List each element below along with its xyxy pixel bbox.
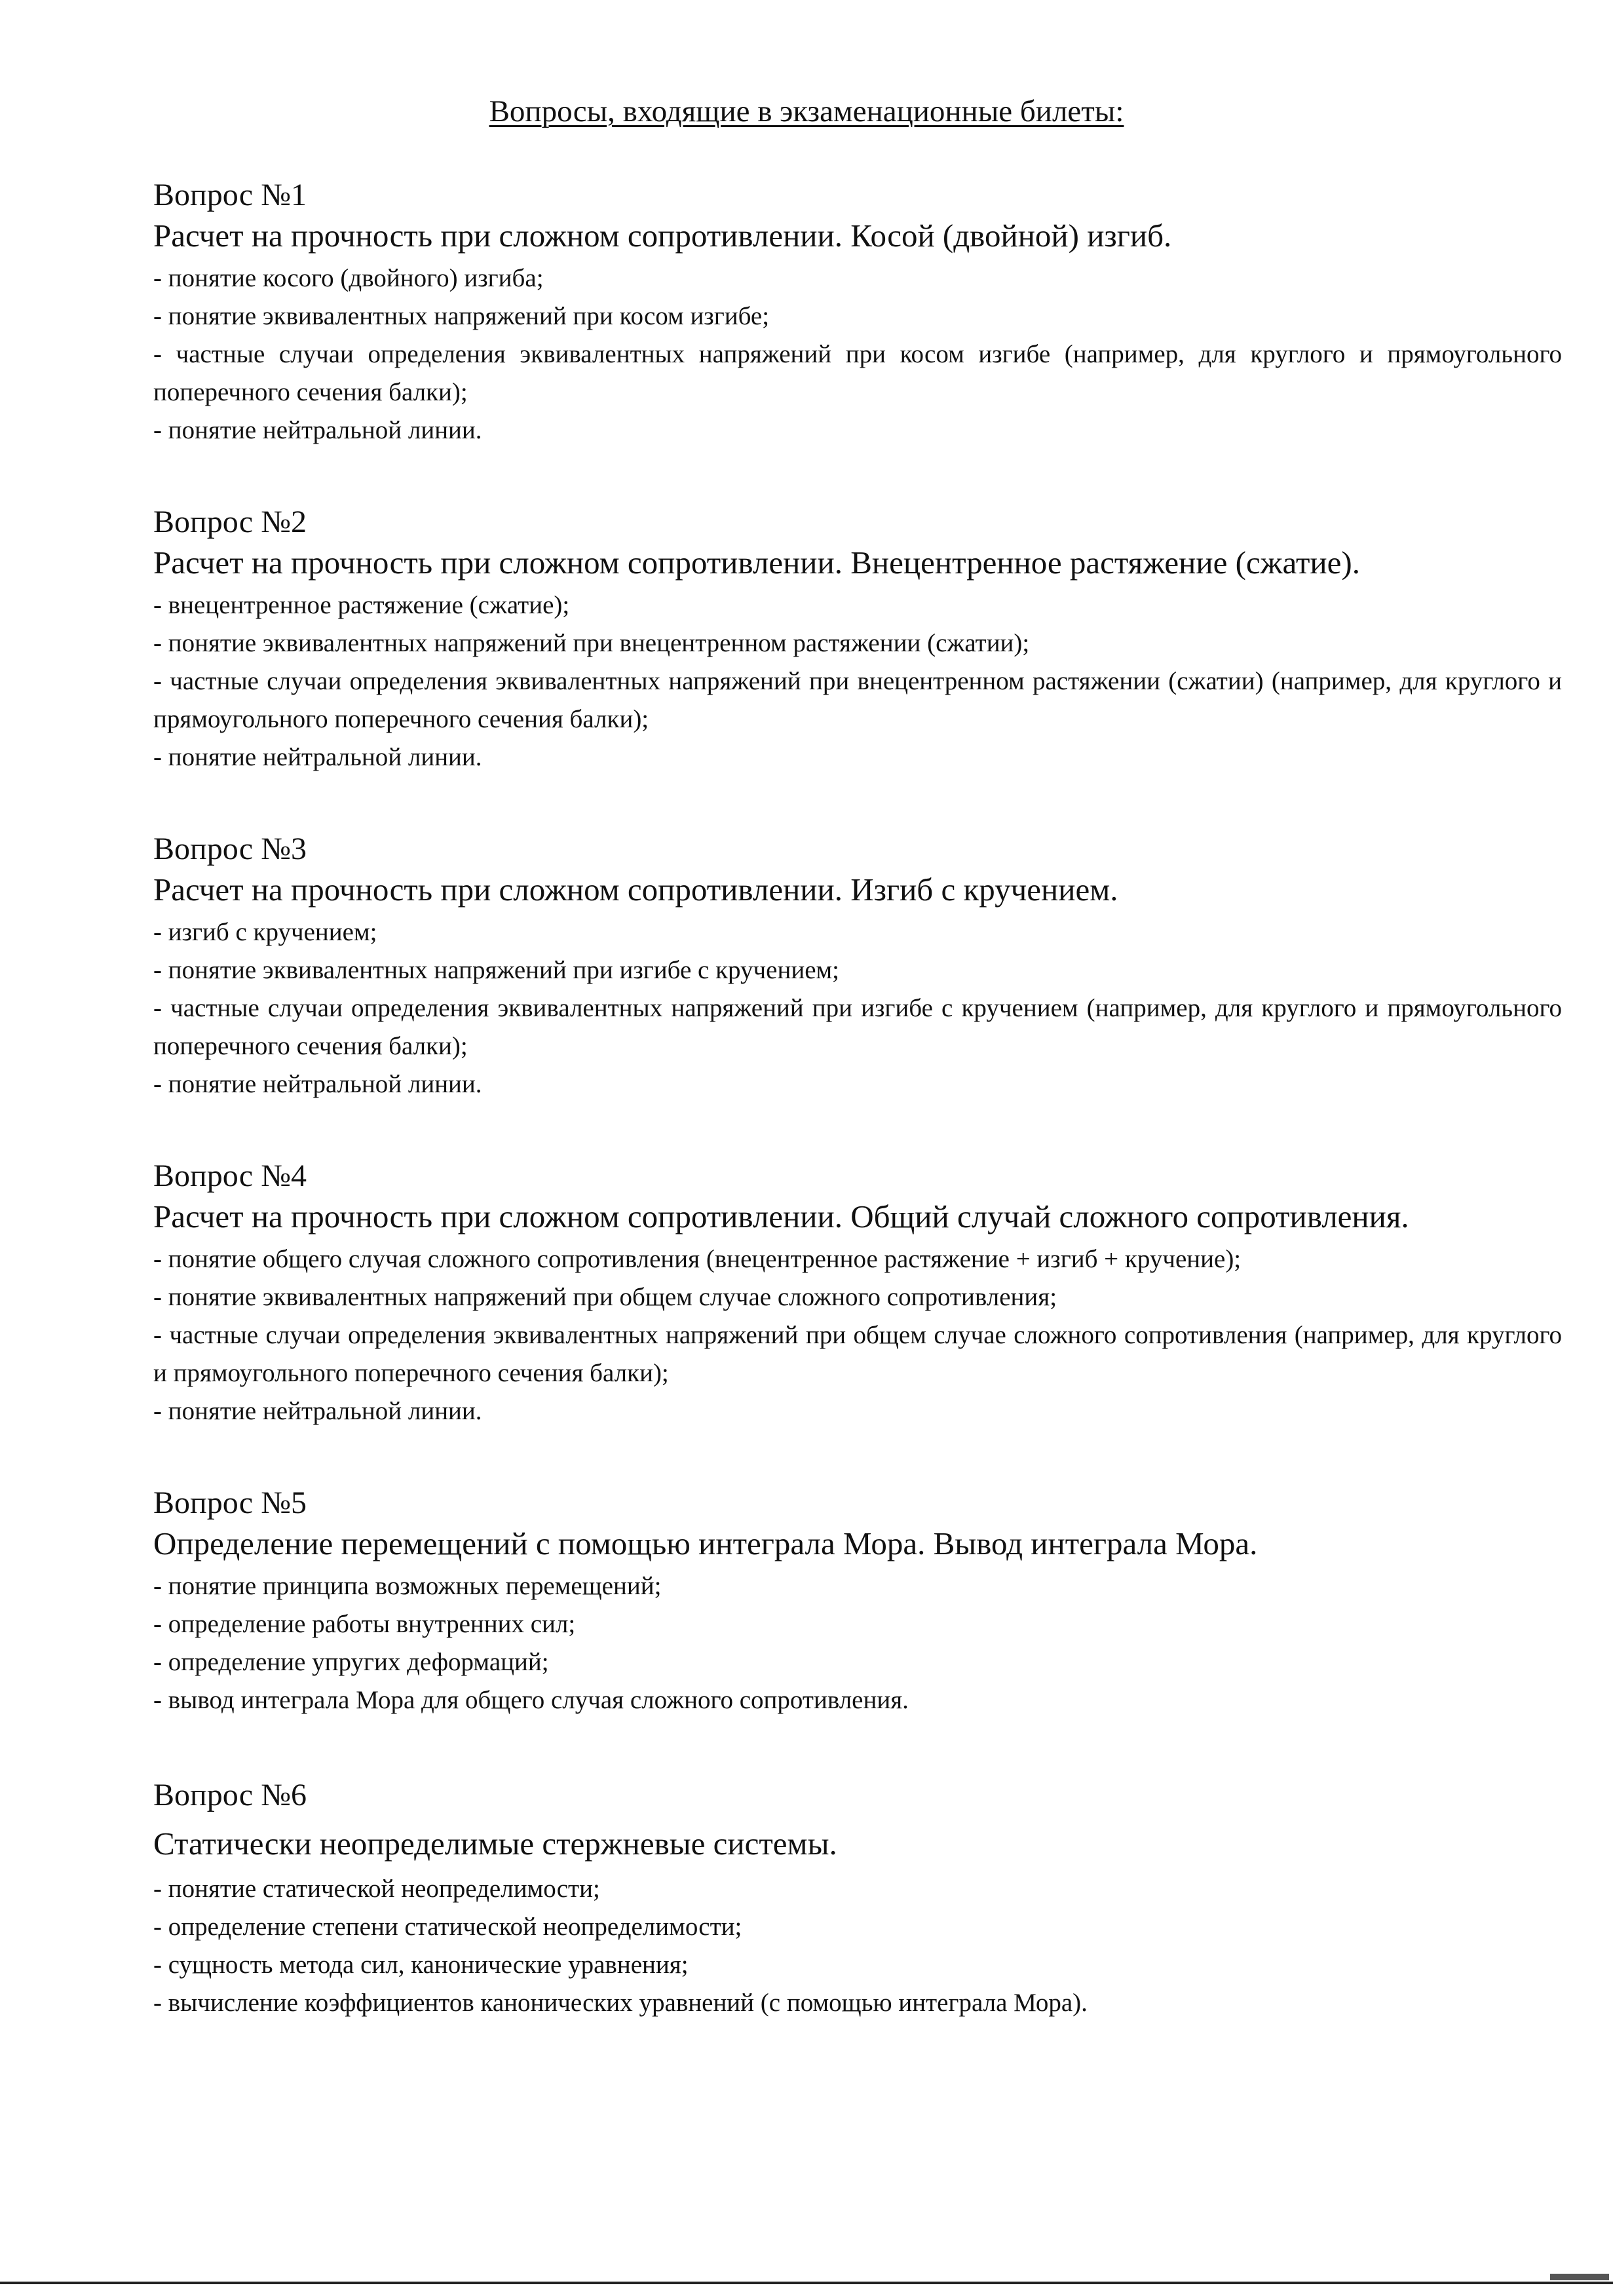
question-topic: Расчет на прочность при сложном сопротивлении. Косой (двойной) изгиб.	[153, 218, 1172, 254]
list-item: - понятие статической неопределимости;	[153, 1875, 600, 1903]
question-4	[153, 1157, 1562, 1430]
list-item: - внецентренное растяжение (сжатие);	[153, 591, 570, 619]
question-number: Вопрос №2	[153, 505, 307, 539]
list-item: - понятие косого (двойного) изгиба;	[153, 264, 544, 292]
question-6	[153, 1776, 1562, 2022]
question-number: Вопрос №1	[153, 178, 307, 212]
question-items	[153, 259, 1562, 450]
list-item: - определение работы внутренних сил;	[153, 1610, 576, 1638]
list-item: - изгиб с кручением;	[153, 918, 377, 946]
list-item: - понятие общего случая сложного сопротивления (внецентренное растяжение + изгиб + кручение);	[153, 1245, 1242, 1273]
list-item: - сущность метода сил, канонические уравнения;	[153, 1951, 689, 1979]
list-item: - определение упругих деформаций;	[153, 1648, 549, 1676]
list-item: - частные случаи определения эквивалентных напряжений при внецентренном растяжении (сжатии) (например, для круглого и прямоугольного поперечного сечения балки);	[153, 667, 1562, 733]
list-item: - понятие нейтральной линии.	[153, 1397, 482, 1425]
list-item: - понятие нейтральной линии.	[153, 743, 482, 771]
page-bottom-border	[0, 2282, 1613, 2284]
list-item: - понятие нейтральной линии.	[153, 1070, 482, 1098]
list-item: - понятие эквивалентных напряжений при изгибе с кручением;	[153, 956, 840, 984]
question-number: Вопрос №5	[153, 1485, 307, 1520]
question-3	[153, 830, 1562, 1103]
list-item: - понятие эквивалентных напряжений при внецентренном растяжении (сжатии);	[153, 629, 1030, 657]
question-items	[153, 1567, 1562, 1719]
list-item: - частные случаи определения эквивалентных напряжений при изгибе с кручением (например, для круглого и прямоугольного поперечного сечения балки);	[153, 994, 1562, 1060]
list-item: - понятие принципа возможных перемещений;	[153, 1572, 662, 1600]
list-item: - вычисление коэффициентов канонических уравнений (с помощью интеграла Мора).	[153, 1989, 1088, 2017]
question-number: Вопрос №3	[153, 832, 307, 866]
list-item: - частные случаи определения эквивалентных напряжений при общем случае сложного сопротивления (например, для круглого и прямоугольного поперечного сечения балки);	[153, 1321, 1562, 1387]
question-topic: Расчет на прочность при сложном сопротивлении. Внецентренное растяжение (сжатие).	[153, 545, 1360, 581]
question-2	[153, 503, 1562, 776]
question-1	[153, 176, 1562, 450]
question-topic: Статически неопределимые стержневые системы.	[153, 1826, 837, 1862]
list-item: - вывод интеграла Мора для общего случая сложного сопротивления.	[153, 1686, 909, 1714]
question-topic: Определение перемещений с помощью интеграла Мора. Вывод интеграла Мора.	[153, 1525, 1258, 1561]
list-item: - понятие эквивалентных напряжений при общем случае сложного сопротивления;	[153, 1283, 1057, 1311]
list-item: - частные случаи определения эквивалентных напряжений при косом изгибе (например, для круглого и прямоугольного поперечного сечения балки);	[153, 340, 1562, 406]
question-number: Вопрос №6	[153, 1778, 307, 1812]
question-items	[153, 913, 1562, 1103]
question-5	[153, 1483, 1562, 1719]
question-number: Вопрос №4	[153, 1158, 307, 1193]
list-item: - понятие нейтральной линии.	[153, 416, 482, 444]
question-items	[153, 1240, 1562, 1430]
scan-edge-mark	[1550, 2274, 1609, 2280]
page-title: Вопросы, входящие в экзаменационные билеты:	[489, 94, 1124, 128]
question-topic: Расчет на прочность при сложном сопротивлении. Общий случай сложного сопротивления.	[153, 1198, 1409, 1234]
list-item: - понятие эквивалентных напряжений при косом изгибе;	[153, 302, 770, 330]
question-topic: Расчет на прочность при сложном сопротивлении. Изгиб с кручением.	[153, 871, 1118, 908]
list-item: - определение степени статической неопределимости;	[153, 1913, 742, 1941]
question-items	[153, 586, 1562, 776]
question-items	[153, 1870, 1562, 2022]
